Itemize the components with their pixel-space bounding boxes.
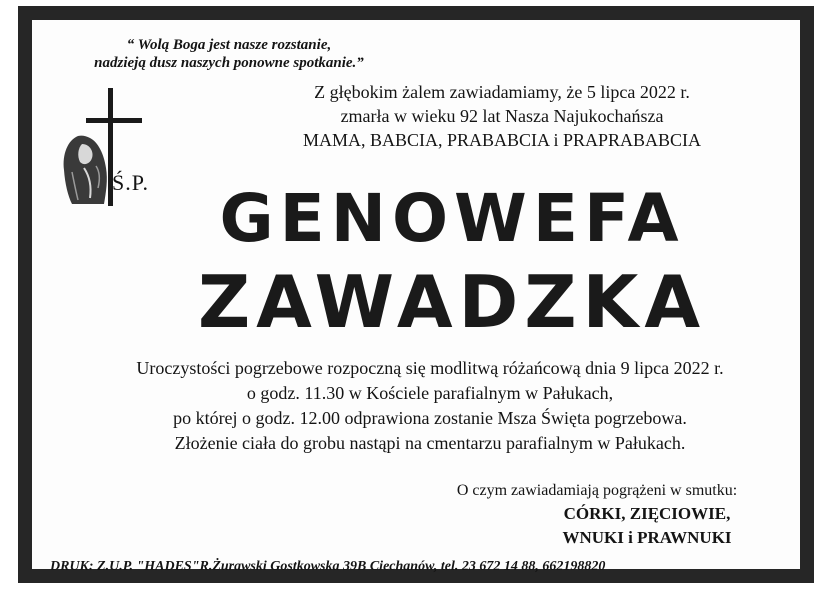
motto (64, 36, 394, 72)
motto-line-2: nadzieją dusz naszych ponowne spotkanie.” (94, 55, 364, 71)
funeral-line-1: Uroczystości pogrzebowe rozpoczną się modlitwą różańcową dnia 9 lipca 2022 r. (136, 358, 724, 378)
funeral-line-2: o godz. 11.30 w Kościele parafialnym w Pałukach, (246, 383, 614, 403)
funeral-line-4: Złożenie ciała do grobu nastąpi na cmentarzu parafialnym w Pałukach. (174, 433, 686, 453)
announcement-intro (252, 80, 752, 152)
late-prefix: Ś.P. (112, 170, 150, 195)
deceased-first-name: GENOWEFA (219, 180, 685, 257)
obituary-frame (18, 6, 814, 583)
mourners-line-2: WNUKI i PRAWNUKI (562, 528, 732, 547)
intro-line-3: MAMA, BABCIA, PRABABCIA i PRAPRABABCIA (302, 130, 702, 150)
printer-footer: DRUK: Z.U.P. "HADES"R.Żurawski Gostkowska 39B Ciechanów, tel. 23 672 14 88, 662198820 (50, 559, 606, 574)
deceased-last-name: ZAWADZKA (197, 260, 707, 344)
funeral-details (72, 356, 788, 456)
intro-line-2: zmarła w wieku 92 lat Nasza Najukochańsza (340, 106, 664, 126)
intro-line-1: Z głębokim żalem zawiadamiamy, że 5 lipca 2022 r. (314, 82, 690, 102)
obituary-content (32, 20, 800, 574)
mourners-notice: O czym zawiadamiają pogrążeni w smutku: (456, 482, 738, 499)
mourners-list (462, 502, 832, 550)
funeral-line-3: po której o godz. 12.00 odprawiona zostanie Msza Święta pogrzebowa. (173, 408, 687, 428)
mourners-line-1: CÓRKI, ZIĘCIOWIE, (563, 504, 731, 523)
motto-line-1: “ Wolą Boga jest nasze rozstanie, (126, 37, 332, 53)
